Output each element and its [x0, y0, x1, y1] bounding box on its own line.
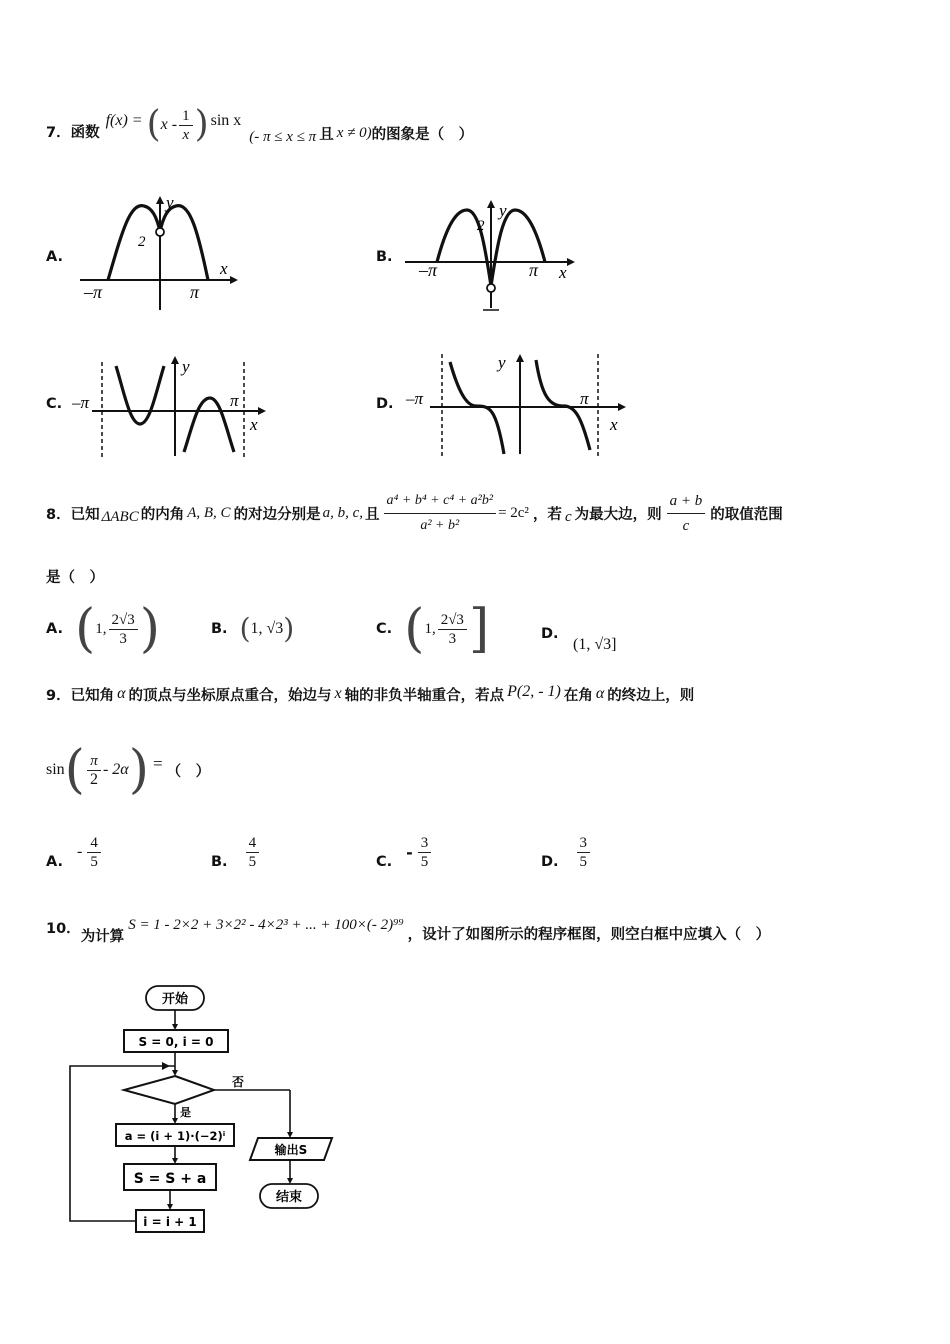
q8-t2: 的内角 [140, 506, 185, 523]
q10-t1: 为计算 [80, 928, 125, 945]
q8-number: 8． [46, 506, 71, 523]
q8-condition-rhs: = 2c² [498, 504, 529, 521]
q10-stem [46, 912, 771, 945]
flow-end-text: 结束 [275, 1190, 303, 1205]
q7-a-y: y [166, 193, 174, 212]
q9-t1: 已知角 [70, 687, 115, 704]
q9-c-num: 3 [418, 834, 432, 853]
q9-option-a-label: A. [46, 854, 63, 870]
q9-d-num: 3 [577, 834, 591, 853]
q8-t4: 且 [365, 506, 380, 523]
flow-start-text: 开始 [161, 992, 189, 1007]
q9-point: P(2, - 1) [507, 683, 561, 700]
q8-t8: 是（ ） [46, 570, 104, 586]
q8-option-a-label: A. [46, 621, 63, 637]
q9-minus-2alpha: - 2α [102, 761, 129, 778]
q7-paren-right: ) [194, 104, 209, 145]
q9-t3: 轴的非负半轴重合，若点 [344, 687, 505, 704]
q8-triangle: ΔABC [101, 508, 139, 525]
q7-b-pi: π [529, 260, 539, 280]
q8-d-text: (1, √3] [573, 636, 617, 653]
q7-frac-num: 1 [179, 107, 193, 126]
q8-sides: a, b, c, [322, 504, 363, 521]
q7-c-y: y [182, 357, 190, 376]
q9-expression [46, 740, 211, 800]
q8-b-close: ) [283, 612, 295, 645]
q7-cond: x ≠ 0) [336, 124, 372, 141]
q9-t5: 的终边上，则 [607, 687, 695, 704]
q9-stem [46, 682, 694, 706]
q10-t2: ，设计了如图所示的程序框图，则空白框中应填入（ ） [407, 926, 771, 943]
q8-c: c [564, 508, 572, 525]
q9-b-num: 4 [246, 834, 260, 853]
q8-t7: 的取值范围 [710, 506, 783, 523]
q9-pi-num: π [87, 752, 101, 771]
q9-d-frac [577, 834, 591, 871]
q8-a-den: 3 [119, 630, 127, 647]
q7-and: 且 [319, 126, 334, 143]
flow-yes-label: 是 [180, 1106, 191, 1119]
q7-a-x: x [220, 259, 228, 278]
q8-condition-frac [384, 492, 497, 535]
q9-alpha-2: α [595, 685, 605, 702]
q8-c-den: 3 [448, 630, 457, 647]
q9-b-den: 5 [248, 853, 257, 870]
q9-tail: （ ） [166, 763, 211, 780]
q8-ratio-num: a + b [667, 492, 706, 514]
q7-number: 7． [46, 124, 71, 141]
q9-pi-den: 2 [89, 770, 98, 788]
q8-option-b-label: B. [211, 621, 228, 637]
q8-option-d-label: D. [541, 626, 559, 642]
q8-option-a[interactable] [46, 600, 160, 658]
q7-a-negpi: –π [84, 282, 103, 302]
q7-frac [179, 107, 193, 144]
q9-option-c-label: C. [376, 854, 393, 870]
flow-accum-text: S = S + a [133, 1171, 207, 1187]
q7-option-a-graph[interactable] [80, 192, 245, 314]
q8-c-open: ( [404, 599, 425, 659]
q9-option-c[interactable] [376, 828, 433, 876]
q7-sinx: sin x [210, 112, 242, 129]
q7-option-c-graph[interactable] [72, 352, 272, 462]
q9-a-sign: - [77, 843, 83, 860]
q8-angles: A, B, C [187, 504, 231, 521]
q8-c-frac [438, 611, 467, 648]
q7-a-mark: 2 [138, 234, 146, 250]
q7-c-x: x [250, 415, 258, 434]
q8-a-num: 2√3 [109, 611, 138, 630]
q9-t4: 在角 [563, 687, 593, 704]
q8-ratio-den: c [682, 517, 690, 534]
q7-c-pi: π [230, 391, 239, 410]
q9-option-b[interactable] [211, 828, 261, 876]
q10-number: 10． [46, 920, 81, 937]
q8-option-c-label: C. [376, 621, 393, 637]
flow-init-text: S = 0, i = 0 [138, 1035, 214, 1049]
q9-paren-left: ( [64, 740, 85, 800]
q9-b-frac [246, 834, 260, 871]
q9-option-d-label: D. [541, 854, 559, 870]
q9-sin: sin [46, 761, 65, 778]
q8-t6: 为最大边，则 [574, 506, 662, 523]
q8-a-frac [109, 611, 138, 648]
q9-option-a[interactable] [46, 828, 103, 876]
q7-option-d-graph[interactable] [400, 350, 635, 462]
q7-stem [46, 104, 474, 154]
flow-assign-text: a = (i + 1)·(−2)ⁱ [124, 1129, 226, 1143]
q10-expression: S = 1 - 2×2 + 3×2² - 4×2³ + ... + 100×(- 2)⁹⁹ [128, 916, 404, 933]
q9-option-d[interactable] [541, 828, 592, 876]
q8-b-v1: 1, √3 [250, 620, 284, 637]
q7-paren-left: ( [146, 104, 161, 145]
q7-tail: 的图象是（ ） [371, 126, 474, 143]
q7-option-d-label[interactable]: D. [376, 396, 394, 412]
q8-c-close: ] [468, 599, 490, 659]
q8-a-open: ( [75, 599, 96, 659]
q8-t1: 已知 [70, 506, 100, 523]
q7-a-pi: π [190, 282, 200, 302]
q8-t5: ，若 [532, 506, 562, 523]
flow-decision-blank[interactable] [124, 1076, 214, 1104]
q7-domain: (- π ≤ x ≤ π [249, 128, 317, 145]
q8-ratio-frac [667, 492, 706, 535]
q9-paren-right: ) [128, 740, 149, 800]
q7-b-y: y [499, 201, 507, 220]
q8-option-c[interactable] [376, 600, 489, 658]
q8-b-open: ( [239, 612, 251, 645]
q9-number: 9． [46, 687, 71, 704]
q9-a-num: 4 [87, 834, 101, 853]
q7-option-b-graph[interactable] [405, 196, 580, 314]
q9-x: x [334, 685, 342, 702]
q7-func: f(x) = [105, 112, 143, 129]
q8-a-close: ) [139, 599, 161, 659]
flow-incr-text: i = i + 1 [143, 1215, 197, 1229]
q7-x-minus: x - [160, 116, 178, 133]
q7-c-negpi: –π [72, 393, 90, 412]
q7-b-mark: 2 [477, 218, 485, 234]
q9-d-den: 5 [579, 853, 588, 870]
flow-output-text: 输出S [274, 1143, 308, 1157]
q8-condition-num: a⁴ + b⁴ + c⁴ + a²b² [384, 492, 497, 514]
q7-d-x: x [610, 415, 618, 434]
q7-lead: 函数 [70, 124, 100, 141]
q9-a-frac [87, 834, 101, 871]
q7-d-negpi: –π [406, 389, 424, 408]
q7-option-b-label[interactable]: B. [376, 249, 393, 265]
q9-alpha: α [117, 685, 126, 702]
q9-a-den: 5 [90, 853, 98, 870]
q8-t3: 的对边分别是 [233, 506, 321, 523]
q8-a-v1: 1, [95, 620, 107, 637]
q9-c-sign: - [406, 842, 413, 862]
q7-option-c-label[interactable]: C. [46, 396, 63, 412]
q8-option-b[interactable] [211, 600, 294, 658]
q7-option-a-label[interactable]: A. [46, 249, 63, 265]
q9-pi-frac [87, 752, 101, 789]
q7-b-x: x [559, 263, 567, 282]
q7-d-y: y [498, 353, 506, 372]
q8-c-v1: 1, [424, 620, 436, 637]
q8-condition-den: a² + b² [420, 517, 460, 533]
q7-d-pi: π [580, 389, 589, 408]
q9-equals: = [153, 754, 163, 773]
q9-c-frac [418, 834, 432, 871]
q7-frac-den: x [182, 126, 190, 143]
q9-t2: 的顶点与坐标原点重合，始边与 [128, 687, 332, 704]
q9-c-den: 5 [420, 853, 429, 870]
q7-b-negpi: –π [419, 260, 438, 280]
flow-no-label: 否 [232, 1075, 245, 1089]
q9-option-b-label: B. [211, 854, 228, 870]
q8-c-num: 2√3 [438, 611, 467, 630]
q8-stem [46, 482, 783, 544]
q10-flowchart [62, 982, 342, 1240]
